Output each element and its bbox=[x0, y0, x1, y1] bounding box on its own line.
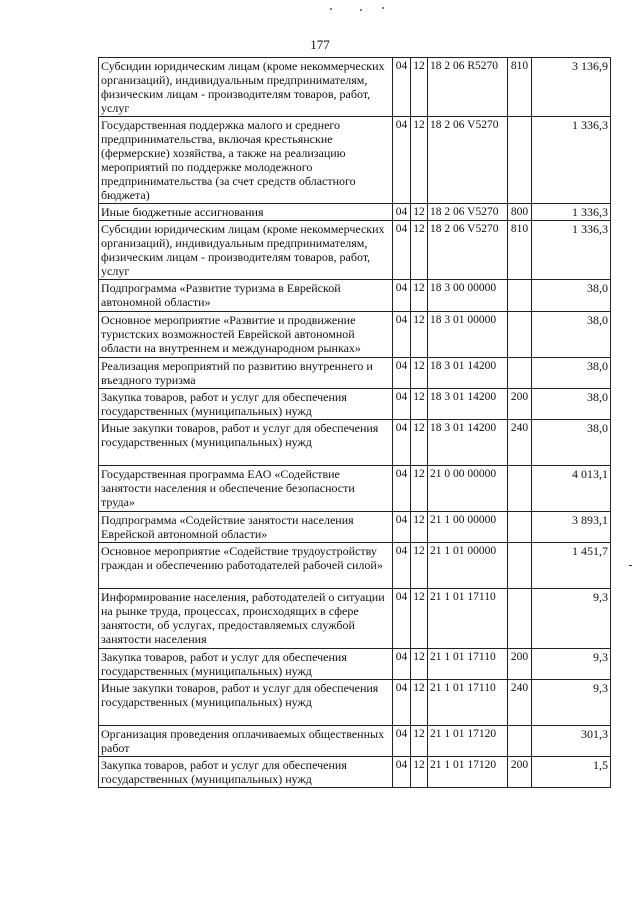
table-row bbox=[99, 420, 611, 466]
table-row bbox=[99, 389, 611, 420]
row-target-article: 18 2 06 V5270 bbox=[428, 204, 508, 221]
row-section: 04 bbox=[393, 757, 411, 788]
table-row bbox=[99, 358, 611, 389]
row-target-article: 18 3 01 14200 bbox=[428, 420, 508, 466]
row-name: Организация проведения оплачиваемых общественных работ bbox=[99, 726, 393, 757]
row-subsection: 12 bbox=[411, 312, 428, 358]
row-expense-type: 810 bbox=[508, 58, 532, 117]
row-target-article: 18 3 00 00000 bbox=[428, 280, 508, 312]
margin-mark bbox=[629, 565, 632, 566]
row-expense-type bbox=[508, 312, 532, 358]
row-subsection: 12 bbox=[411, 680, 428, 726]
row-subsection: 12 bbox=[411, 389, 428, 420]
table-row bbox=[99, 726, 611, 757]
row-amount: 38,0 bbox=[532, 280, 611, 312]
row-expense-type bbox=[508, 512, 532, 543]
row-subsection: 12 bbox=[411, 649, 428, 680]
row-section: 04 bbox=[393, 589, 411, 649]
row-target-article: 18 2 06 R5270 bbox=[428, 58, 508, 117]
row-section: 04 bbox=[393, 726, 411, 757]
table-row bbox=[99, 649, 611, 680]
row-target-article: 18 2 06 V5270 bbox=[428, 117, 508, 204]
row-section: 04 bbox=[393, 543, 411, 589]
row-name: Подпрограмма «Развитие туризма в Еврейской автономной области» bbox=[99, 280, 393, 312]
row-target-article: 21 0 00 00000 bbox=[428, 466, 508, 512]
row-subsection: 12 bbox=[411, 117, 428, 204]
row-amount: 9,3 bbox=[532, 649, 611, 680]
row-name: Реализация мероприятий по развитию внутреннего и въездного туризма bbox=[99, 358, 393, 389]
row-expense-type: 240 bbox=[508, 420, 532, 466]
row-name: Субсидии юридическим лицам (кроме некоммерческих организаций), индивидуальным предпринимателям, физическим лицам - производителям товаров, работ, услуг bbox=[99, 221, 393, 280]
table-row bbox=[99, 117, 611, 204]
table-row bbox=[99, 543, 611, 589]
row-target-article: 21 1 01 17120 bbox=[428, 726, 508, 757]
budget-table bbox=[98, 57, 611, 788]
row-target-article: 21 1 01 17110 bbox=[428, 680, 508, 726]
row-expense-type: 200 bbox=[508, 649, 532, 680]
row-target-article: 18 3 01 14200 bbox=[428, 358, 508, 389]
row-expense-type: 810 bbox=[508, 221, 532, 280]
row-amount: 4 013,1 bbox=[532, 466, 611, 512]
table-row bbox=[99, 680, 611, 726]
row-name: Государственная программа ЕАО «Содействие занятости населения и обеспечение безопасности труда» bbox=[99, 466, 393, 512]
row-subsection: 12 bbox=[411, 726, 428, 757]
row-expense-type: 200 bbox=[508, 757, 532, 788]
row-target-article: 18 3 01 14200 bbox=[428, 389, 508, 420]
row-expense-type bbox=[508, 117, 532, 204]
row-subsection: 12 bbox=[411, 512, 428, 543]
table-row bbox=[99, 312, 611, 358]
row-subsection: 12 bbox=[411, 420, 428, 466]
row-amount: 1 336,3 bbox=[532, 204, 611, 221]
row-section: 04 bbox=[393, 58, 411, 117]
row-amount: 38,0 bbox=[532, 312, 611, 358]
row-amount: 301,3 bbox=[532, 726, 611, 757]
table-row bbox=[99, 58, 611, 117]
row-target-article: 21 1 01 17110 bbox=[428, 649, 508, 680]
scan-specks bbox=[330, 6, 400, 12]
row-amount: 38,0 bbox=[532, 420, 611, 466]
row-section: 04 bbox=[393, 204, 411, 221]
table-row bbox=[99, 466, 611, 512]
row-expense-type: 800 bbox=[508, 204, 532, 221]
row-name: Подпрограмма «Содействие занятости населения Еврейской автономной области» bbox=[99, 512, 393, 543]
row-name: Основное мероприятие «Развитие и продвижение туристских возможностей Еврейской автономной области на внутреннем и международном рынках» bbox=[99, 312, 393, 358]
row-subsection: 12 bbox=[411, 58, 428, 117]
row-expense-type bbox=[508, 280, 532, 312]
row-amount: 1 451,7 bbox=[532, 543, 611, 589]
row-expense-type bbox=[508, 466, 532, 512]
row-expense-type bbox=[508, 358, 532, 389]
row-subsection: 12 bbox=[411, 543, 428, 589]
table-row bbox=[99, 280, 611, 312]
row-name: Иные бюджетные ассигнования bbox=[99, 204, 393, 221]
row-expense-type bbox=[508, 543, 532, 589]
row-amount: 38,0 bbox=[532, 389, 611, 420]
row-subsection: 12 bbox=[411, 204, 428, 221]
page-number: 177 bbox=[310, 37, 330, 52]
row-target-article: 21 1 01 17120 bbox=[428, 757, 508, 788]
row-amount: 9,3 bbox=[532, 680, 611, 726]
row-section: 04 bbox=[393, 466, 411, 512]
table-row bbox=[99, 589, 611, 649]
table-row bbox=[99, 757, 611, 788]
row-target-article: 18 2 06 V5270 bbox=[428, 221, 508, 280]
row-subsection: 12 bbox=[411, 221, 428, 280]
table-row bbox=[99, 204, 611, 221]
row-target-article: 21 1 01 17110 bbox=[428, 589, 508, 649]
row-name: Основное мероприятие «Содействие трудоустройству граждан и обеспечению работодателей рабочей силой» bbox=[99, 543, 393, 589]
row-section: 04 bbox=[393, 649, 411, 680]
row-subsection: 12 bbox=[411, 466, 428, 512]
row-target-article: 21 1 00 00000 bbox=[428, 512, 508, 543]
table-row bbox=[99, 512, 611, 543]
row-amount: 1,5 bbox=[532, 757, 611, 788]
row-target-article: 21 1 01 00000 bbox=[428, 543, 508, 589]
row-name: Государственная поддержка малого и среднего предпринимательства, включая крестьянские (фермерские) хозяйства, а также на реализацию мероприятий по поддержке молодежного предпринимательства (за счет средств областного бюджета) bbox=[99, 117, 393, 204]
row-section: 04 bbox=[393, 280, 411, 312]
row-amount: 38,0 bbox=[532, 358, 611, 389]
row-amount: 1 336,3 bbox=[532, 117, 611, 204]
row-name: Иные закупки товаров, работ и услуг для обеспечения государственных (муниципальных) нужд bbox=[99, 420, 393, 466]
budget-table-body bbox=[99, 58, 611, 788]
row-name: Иные закупки товаров, работ и услуг для обеспечения государственных (муниципальных) нужд bbox=[99, 680, 393, 726]
row-amount: 1 336,3 bbox=[532, 221, 611, 280]
table-row bbox=[99, 221, 611, 280]
row-name: Закупка товаров, работ и услуг для обеспечения государственных (муниципальных) нужд bbox=[99, 757, 393, 788]
row-amount: 3 893,1 bbox=[532, 512, 611, 543]
row-subsection: 12 bbox=[411, 757, 428, 788]
row-expense-type bbox=[508, 726, 532, 757]
row-section: 04 bbox=[393, 680, 411, 726]
row-subsection: 12 bbox=[411, 358, 428, 389]
row-name: Закупка товаров, работ и услуг для обеспечения государственных (муниципальных) нужд bbox=[99, 649, 393, 680]
row-amount: 9,3 bbox=[532, 589, 611, 649]
row-expense-type: 240 bbox=[508, 680, 532, 726]
row-expense-type: 200 bbox=[508, 389, 532, 420]
row-name: Субсидии юридическим лицам (кроме некоммерческих организаций), индивидуальным предпринимателям, физическим лицам - производителям товаров, работ, услуг bbox=[99, 58, 393, 117]
row-section: 04 bbox=[393, 420, 411, 466]
row-section: 04 bbox=[393, 512, 411, 543]
row-name: Информирование населения, работодателей о ситуации на рынке труда, процессах, происходящих в сфере занятости, об услугах, предоставляемых службой занятости населения bbox=[99, 589, 393, 649]
row-section: 04 bbox=[393, 221, 411, 280]
row-amount: 3 136,9 bbox=[532, 58, 611, 117]
row-expense-type bbox=[508, 589, 532, 649]
row-section: 04 bbox=[393, 358, 411, 389]
row-subsection: 12 bbox=[411, 280, 428, 312]
row-target-article: 18 3 01 00000 bbox=[428, 312, 508, 358]
row-section: 04 bbox=[393, 312, 411, 358]
row-section: 04 bbox=[393, 117, 411, 204]
row-subsection: 12 bbox=[411, 589, 428, 649]
row-section: 04 bbox=[393, 389, 411, 420]
row-name: Закупка товаров, работ и услуг для обеспечения государственных (муниципальных) нужд bbox=[99, 389, 393, 420]
